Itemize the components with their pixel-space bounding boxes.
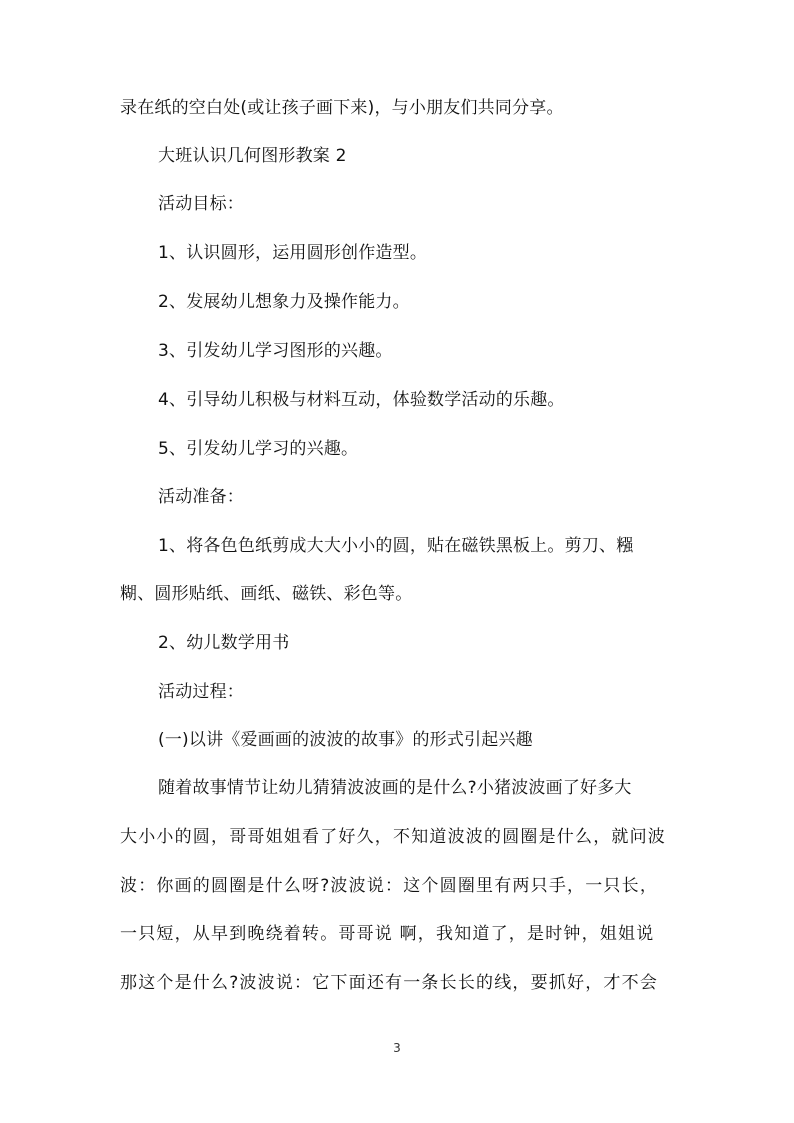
paragraph-line: (一)以讲《爱画画的波波的故事》的形式引起兴趣 [158,730,533,750]
list-item: 4、引导幼儿积极与材料互动，体验数学活动的乐趣。 [158,390,565,410]
paragraph-line: 1、将各色色纸剪成大大小小的圆，贴在磁铁黑板上。剪刀、糨 [158,536,634,556]
list-item: 1、认识圆形，运用圆形创作造型。 [158,243,428,263]
paragraph-line: 随着故事情节让幼儿猜猜波波画的是什么?小猪波波画了好多大 [158,778,632,798]
paragraph-line: 那这个是什么?波波说：它下面还有一条长长的线，要抓好，才不会 [120,973,659,993]
paragraph-line: 一只短，从早到晚绕着转。哥哥说 啊，我知道了，是时钟，姐姐说 [120,924,655,944]
paragraph-line: 糊、圆形贴纸、画纸、磁铁、彩色等。 [120,584,413,604]
list-item: 5、引发幼儿学习的兴趣。 [158,439,359,459]
subheading-activity-goals: 活动目标： [158,194,244,214]
list-item: 3、引发幼儿学习图形的兴趣。 [158,341,393,361]
paragraph-line: 录在纸的空白处(或让孩子画下来)，与小朋友们共同分享。 [120,98,564,118]
subheading-activity-preparation: 活动准备： [158,487,244,507]
page-number: 3 [393,1041,401,1055]
paragraph-line: 波：你画的圆圈是什么呀?波波说：这个圆圈里有两只手，一只长， [120,876,659,896]
section-heading: 大班认识几何图形教案 2 [158,146,347,166]
paragraph-line: 大小小的圆，哥哥姐姐看了好久，不知道波波的圆圈是什么，就问波 [120,827,666,847]
list-item: 2、发展幼儿想象力及操作能力。 [158,292,410,312]
subheading-activity-process: 活动过程： [158,682,244,702]
list-item: 2、幼儿数学用书 [158,633,290,653]
